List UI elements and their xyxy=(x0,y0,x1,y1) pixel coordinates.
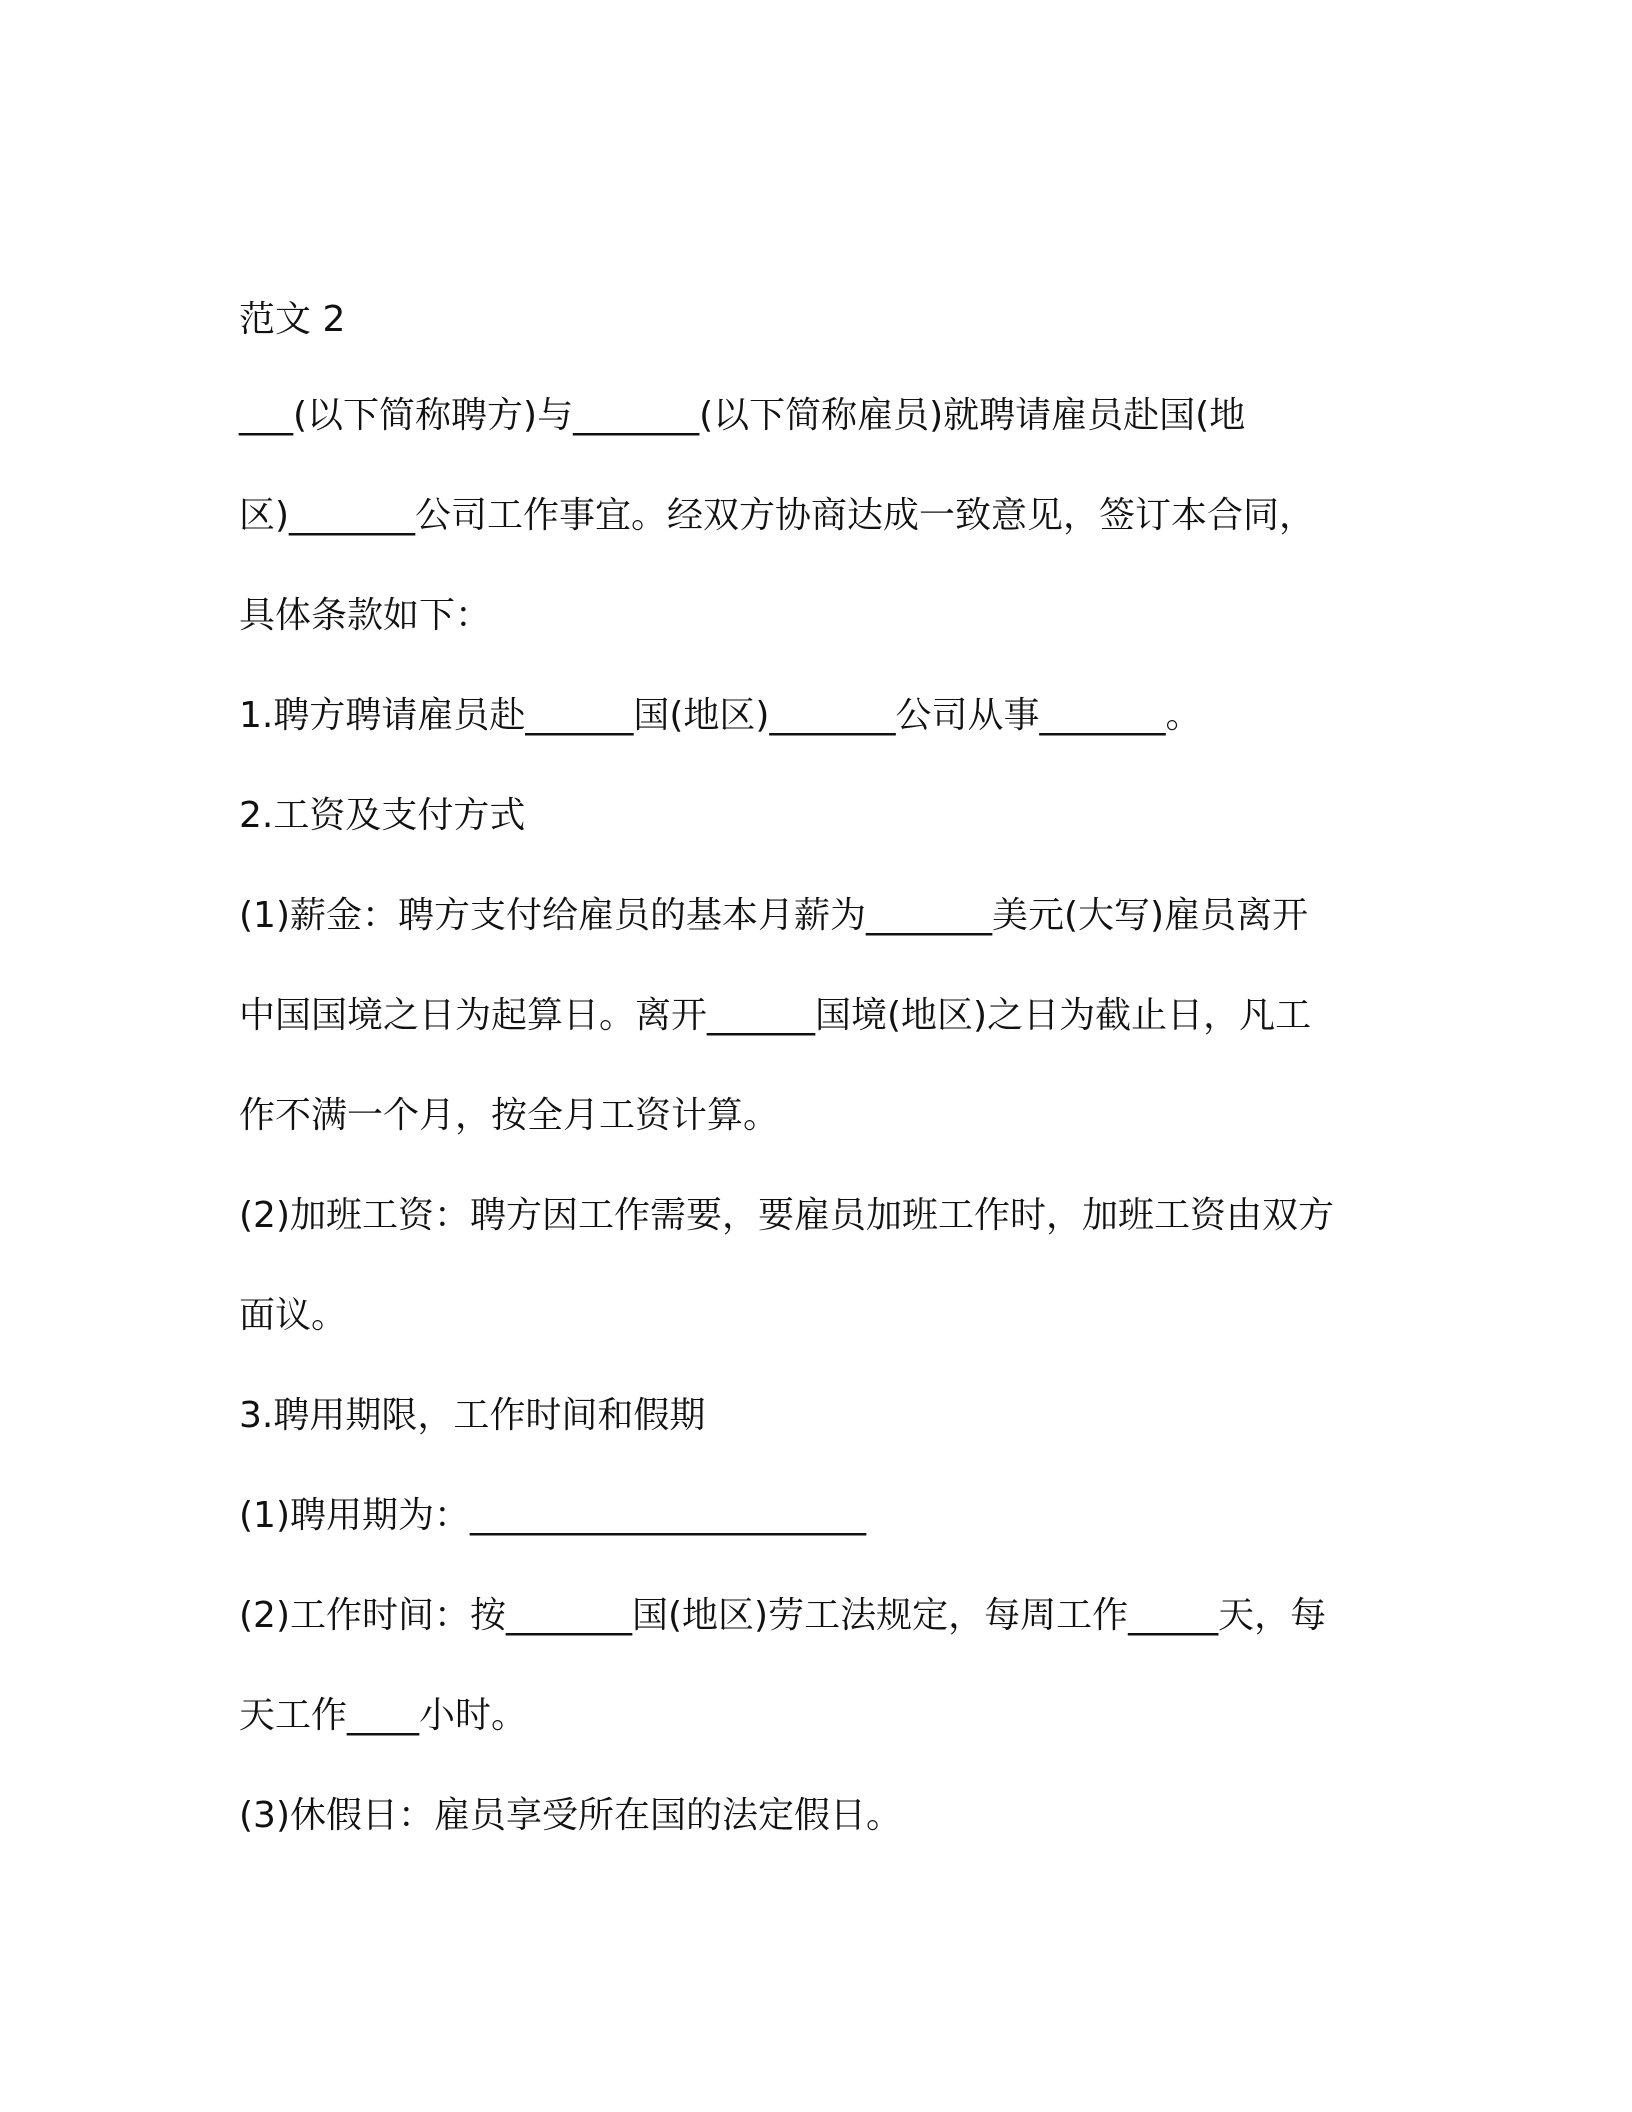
paragraph-line: (3)休假日：雇员享受所在国的法定假日。 xyxy=(239,1795,902,1836)
paragraph-line: 具体条款如下： xyxy=(239,595,492,636)
section-heading: 2.工资及支付方式 xyxy=(239,795,526,836)
paragraph-line: 中国国境之日为起算日。离开______国境(地区)之日为截止日，凡工 xyxy=(239,995,1312,1036)
paragraph-line: (1)聘用期为：______________________ xyxy=(239,1495,866,1536)
paragraph-line: 作不满一个月，按全月工资计算。 xyxy=(239,1095,780,1136)
document-heading: 范文 2 xyxy=(239,299,346,340)
section-heading: 3.聘用期限，工作时间和假期 xyxy=(239,1395,706,1436)
paragraph-line: 1.聘方聘请雇员赴______国(地区)_______公司从事_______。 xyxy=(239,695,1202,736)
paragraph-line: 面议。 xyxy=(239,1295,348,1336)
paragraph-line: ___(以下简称聘方)与_______(以下简称雇员)就聘请雇员赴国(地 xyxy=(239,395,1246,436)
paragraph-line: 天工作____小时。 xyxy=(239,1695,528,1736)
paragraph-line: 区)_______公司工作事宜。经双方协商达成一致意见，签订本合同， xyxy=(239,495,1316,536)
paragraph-line: (2)工作时间：按_______国(地区)劳工法规定，每周工作_____天，每 xyxy=(239,1595,1327,1636)
paragraph-line: (2)加班工资：聘方因工作需要，要雇员加班工作时，加班工资由双方 xyxy=(239,1195,1334,1236)
paragraph-line: (1)薪金：聘方支付给雇员的基本月薪为_______美元(大写)雇员离开 xyxy=(239,895,1309,936)
